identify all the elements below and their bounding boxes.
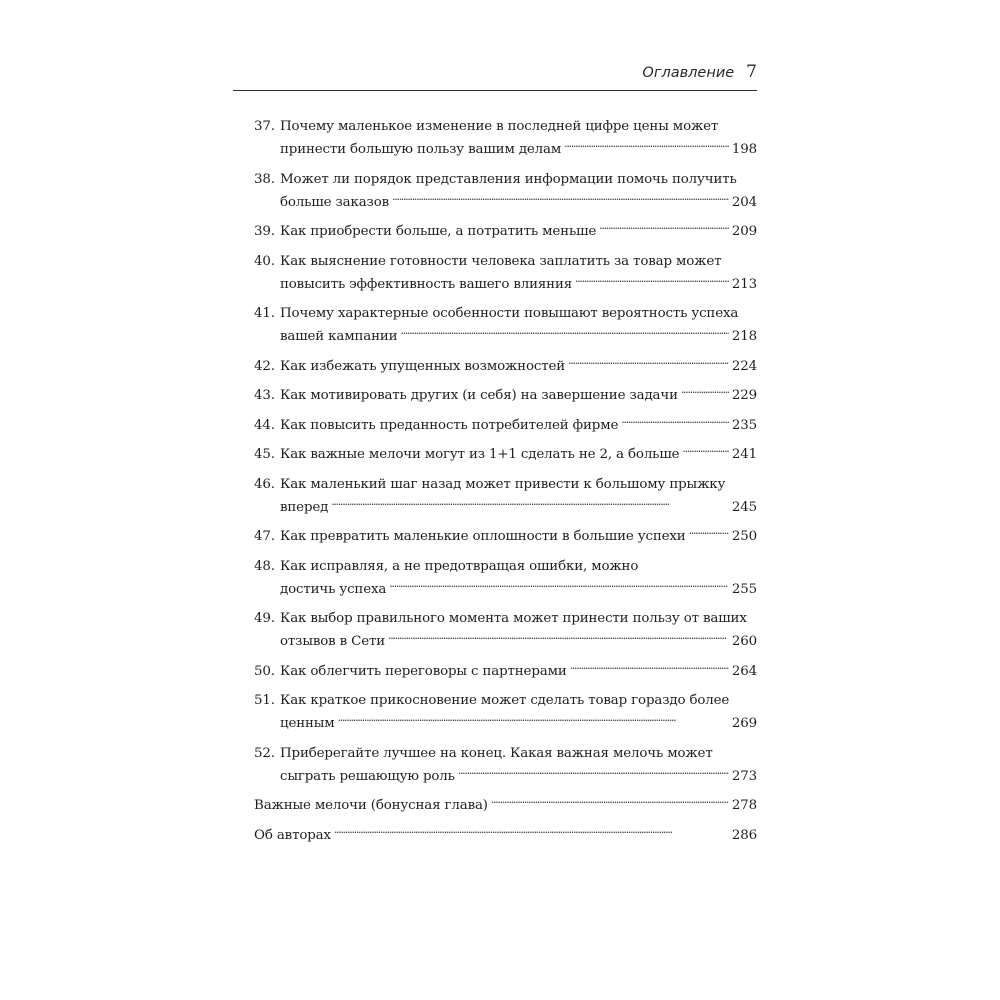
toc-entry-line (254, 191, 757, 214)
toc-entry-line (254, 138, 757, 161)
toc-entry-number: 52. (254, 745, 275, 761)
toc-entry-line (254, 302, 757, 325)
toc-entry-title: Как краткое прикосновение может сделать товар гораздо более (280, 693, 730, 708)
toc-entry-title: Как избежать упущенных возможностей (280, 358, 566, 374)
toc-entry-page: 218 (731, 329, 757, 344)
toc-entry-title: Почему характерные особенности повышают вероятность успеха (280, 306, 739, 321)
toc-entry (254, 443, 757, 466)
toc-entry-page: 245 (731, 499, 757, 515)
toc-entry-page: 260 (731, 634, 757, 649)
dot-leader (491, 796, 729, 809)
toc-entry-line (254, 525, 757, 548)
dot-leader (568, 356, 729, 369)
toc-entry-title: Как приобрести больше, а потратить меньше (280, 224, 597, 239)
toc-entry-title: Как мотивировать других (и себя) на завершение задачи (280, 388, 678, 403)
dot-leader (334, 825, 729, 838)
toc-entry-title: повысить эффективность вашего влияния (280, 276, 573, 292)
dot-leader (570, 661, 729, 674)
dot-leader (599, 222, 729, 235)
toc-entry-line (254, 473, 757, 496)
toc-entry-line (254, 794, 757, 817)
toc-entry (254, 384, 757, 407)
toc-entry-number: 49. (254, 611, 275, 626)
dot-leader (689, 527, 729, 540)
toc-entry-title: Приберегайте лучшее на конец. Какая важная мелочь может (280, 745, 713, 761)
toc-entry-line (254, 220, 757, 243)
toc-entry-number: 44. (254, 417, 275, 433)
dot-leader (564, 140, 729, 153)
dot-leader (458, 766, 729, 779)
toc-entry-line (254, 384, 757, 407)
toc-entry-line (254, 824, 757, 847)
toc-entry-page: 229 (731, 388, 757, 403)
toc-entry-title: вперед (280, 499, 329, 515)
toc-entry-line (254, 765, 757, 788)
toc-entry-title: Как выбор правильного момента может принести пользу от ваших (280, 611, 747, 626)
toc-entry-page: 278 (731, 798, 757, 813)
toc-entry-line (254, 607, 757, 630)
toc-entry (254, 689, 757, 735)
toc-entry-line (254, 555, 757, 578)
toc-entry-number: 38. (254, 171, 275, 187)
toc-entry-title: Как превратить маленькие оплошности в большие успехи (280, 529, 686, 544)
toc-entry-number: 42. (254, 358, 275, 374)
toc-entry-title: Как маленький шаг назад может привести к большому прыжку (280, 476, 726, 492)
toc-entry-title: Почему маленькое изменение в последней цифре цены может (280, 119, 719, 134)
toc-entry-number: 48. (254, 558, 275, 574)
toc-entry-line (254, 712, 757, 735)
toc-entry-title: Как повысить преданность потребителей фирме (280, 417, 619, 433)
toc-entry-title: Как исправляя, а не предотвращая ошибки, можно (280, 558, 639, 574)
header-rule (233, 90, 757, 91)
toc-entry-line (254, 630, 757, 653)
toc-entry-line (254, 273, 757, 296)
toc-entry-line (254, 443, 757, 466)
dot-leader (338, 714, 729, 727)
toc-entry-title: достичь успеха (280, 581, 387, 597)
toc-entry-page: 273 (731, 768, 757, 784)
toc-entry-number: 43. (254, 388, 275, 403)
toc-entry (254, 355, 757, 378)
toc-entry-number: 39. (254, 224, 275, 239)
toc-entry-title: больше заказов (280, 194, 389, 210)
dot-leader (392, 192, 729, 205)
header-page-number: 7 (746, 62, 757, 82)
toc-entry (254, 794, 757, 817)
toc-entry-page: 213 (731, 276, 757, 292)
toc-entry-line (254, 355, 757, 378)
toc-entry-line (254, 168, 757, 191)
toc-entry-number: 45. (254, 447, 275, 462)
toc-entry (254, 824, 757, 847)
toc-entry-title: Об авторах (254, 827, 331, 843)
toc-entry-title: ценным (280, 716, 335, 731)
toc-entry-title: Как облегчить переговоры с партнерами (280, 663, 567, 679)
toc-entry-line (254, 660, 757, 683)
running-header (233, 62, 757, 90)
toc-entry-page: 224 (731, 358, 757, 374)
toc-entry-page: 269 (731, 716, 757, 731)
dot-leader (389, 579, 729, 592)
toc-entry-page: 198 (731, 142, 757, 157)
toc-entry-title: принести большую пользу вашим делам (280, 142, 562, 157)
header-title: Оглавление (642, 65, 735, 81)
dot-leader (681, 386, 729, 399)
toc-entry-line (254, 578, 757, 601)
dot-leader (400, 327, 728, 340)
toc-entry-page: 286 (731, 827, 757, 843)
toc-entry-page: 255 (731, 581, 757, 597)
toc-entry-line (254, 742, 757, 765)
dot-leader (621, 415, 729, 428)
toc-entry-line (254, 496, 757, 519)
toc-entry-page: 250 (731, 529, 757, 544)
toc-entry-number: 51. (254, 693, 275, 708)
dot-leader (682, 445, 728, 458)
toc-entry (254, 473, 757, 519)
toc-entry-line (254, 414, 757, 437)
toc-entry-title: Как важные мелочи могут из 1+1 сделать не 2, а больше (280, 447, 680, 462)
toc-entry (254, 660, 757, 683)
toc-entry (254, 555, 757, 601)
toc-entry-line (254, 115, 757, 138)
toc-entry (254, 414, 757, 437)
toc-entry (254, 220, 757, 243)
dot-leader (331, 497, 729, 510)
toc-entry (254, 525, 757, 548)
toc-entry-title: Важные мелочи (бонусная глава) (254, 798, 488, 813)
toc-entry (254, 302, 757, 348)
toc-entry-page: 241 (731, 447, 757, 462)
toc-entry-line (254, 250, 757, 273)
toc-entry (254, 250, 757, 296)
toc-entry-title: Может ли порядок представления информации помочь получить (280, 171, 737, 187)
toc-entry-page: 264 (731, 663, 757, 679)
toc-entry (254, 168, 757, 214)
toc-entry-number: 41. (254, 306, 275, 321)
toc-entry-number: 46. (254, 476, 275, 492)
dot-leader (388, 632, 729, 645)
toc-entry-title: отзывов в Сети (280, 634, 386, 649)
toc-entry-title: вашей кампании (280, 329, 398, 344)
toc-entry-title: Как выяснение готовности человека заплатить за товар может (280, 253, 722, 269)
dot-leader (575, 274, 729, 287)
toc-entry (254, 115, 757, 161)
table-of-contents (254, 115, 757, 853)
toc-entry-number: 47. (254, 529, 275, 544)
toc-entry-page: 209 (731, 224, 757, 239)
toc-entry-line (254, 689, 757, 712)
toc-entry-page: 204 (731, 194, 757, 210)
toc-entry-page: 235 (731, 417, 757, 433)
toc-entry-number: 40. (254, 253, 275, 269)
toc-entry (254, 607, 757, 653)
toc-entry-number: 37. (254, 119, 275, 134)
toc-entry-line (254, 325, 757, 348)
toc-entry-number: 50. (254, 663, 275, 679)
toc-entry (254, 742, 757, 788)
toc-entry-title: сыграть решающую роль (280, 768, 455, 784)
